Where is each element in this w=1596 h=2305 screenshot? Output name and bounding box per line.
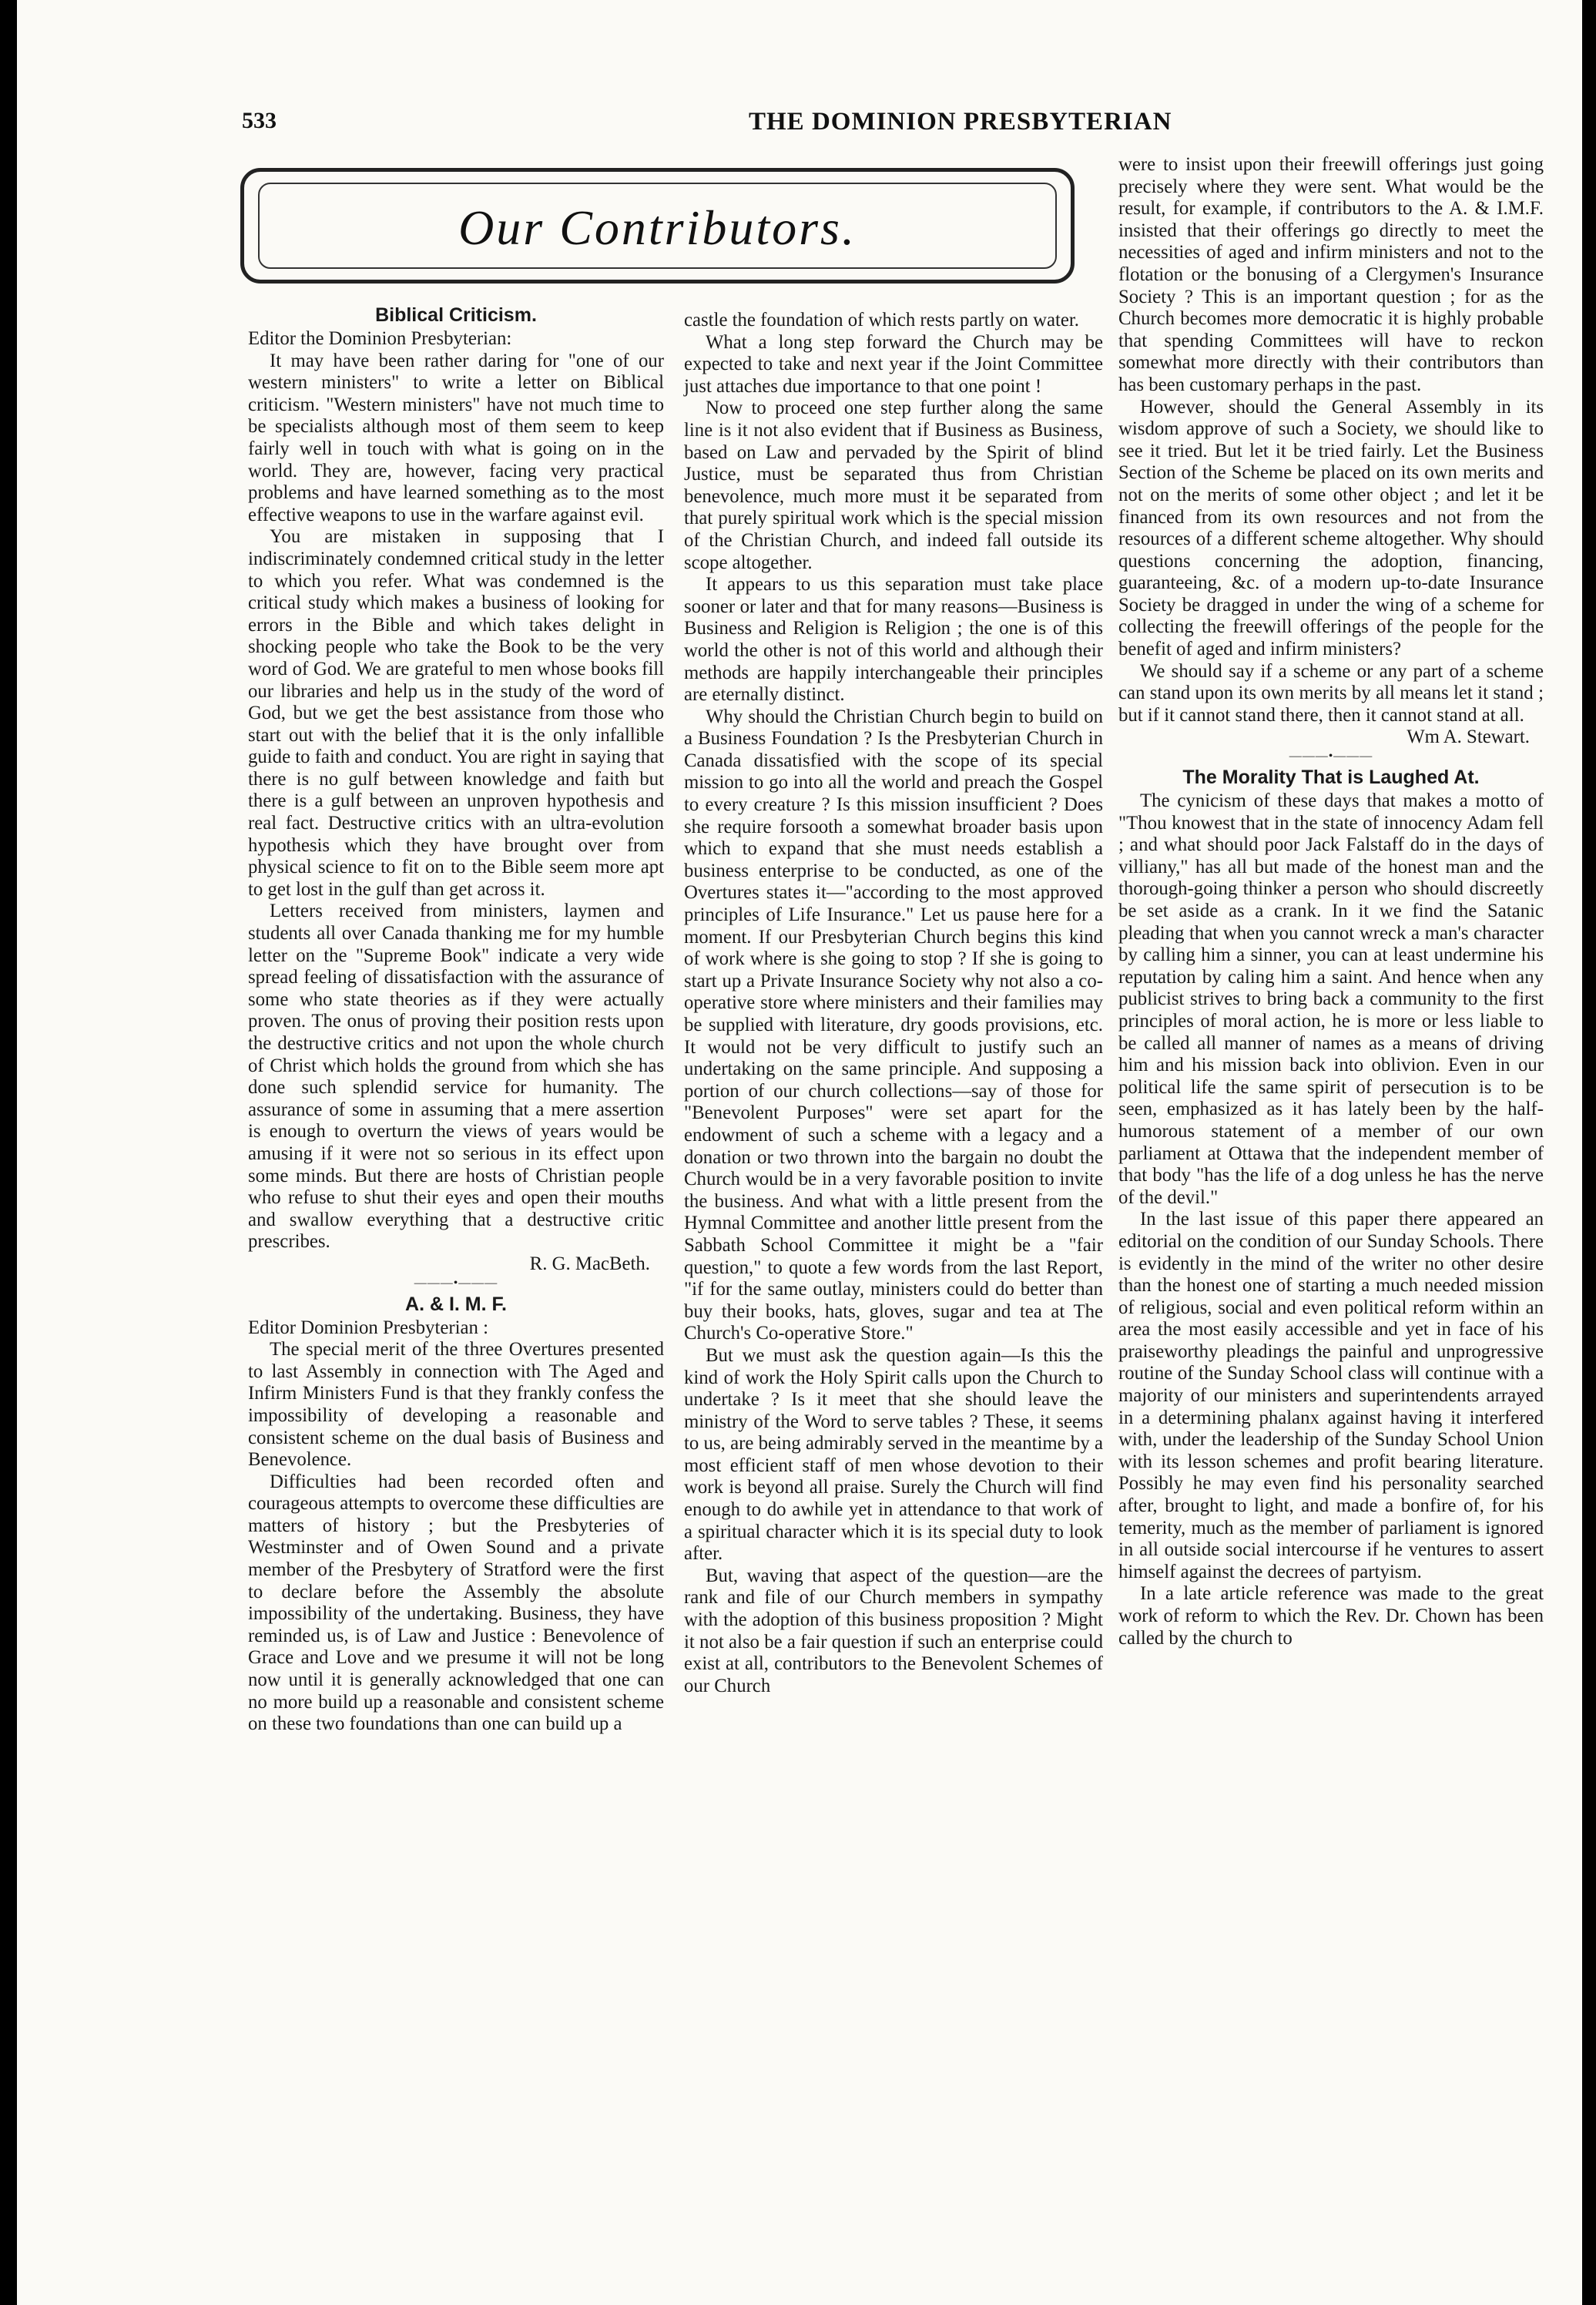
article2-paragraph: Why should the Christian Church begin to build on a Business Foundation ? Is the Presbyterian Church in Canada dissatisfied with the scope of its special mission to go into all the world and preach the Gospel to every creature ? Is this mission insufficient ? Does she require forsooth a somewhat broader basis upon which to expand that she must needs establish a business enterprise to be conducted, as one of the Overtures states it—"according to the most approved principles of Life Insurance." Let us pause here for a moment. If our Presbyterian Church begins this kind of work where is she going to stop ? If she is going to start up a Private Insurance Society why not also a co-operative store where ministers and their families may be supplied with literature, dry goods provisions, etc. It would not be very difficult to justify such an undertaking on the same principle. And supposing a portion of our church collections—say of those for "Benevolent Purposes" were set apart for the endowment of such a scheme with a legacy and a donation or two thrown into the bargain no doubt the Church would be in a very favorable position to invite the business. And what with a little present from the Hymnal Committee and another little present from the Sabbath School Committee it might be a "fair question," to quote a few words from the last Report, "if for the same outlay, ministers could do better than buy their books, hats, gloves, sugar and tea at The Church's Co-operative Store." [684, 706, 1103, 1344]
article3-paragraph: The cynicism of these days that makes a motto of "Thou knowest that in the state of innocency Adam fell ; and what should poor Jack Falstaff do in the days of villiany," has all but made of the honest man and the thorough-going thinker a person who should discreetly be set aside as a crank. In it we find the Satanic pleading that when you cannot wreck a man's character by calling him a sinner, you can at least undermine his reputation by caling him a saint. And hence when any publicist strives to bring back a community to the first principles of moral action, he is more or less liable to be called all manner of names as a means of driving him and his mission back into oblivion. Even in our political life the same spirit of persecution is to be seen, emphasized as it has lately been by the half-humorous statement of a member of our own parliament at Ottawa that the independent member of that body "has the life of a dog unless he has the nerve of the devil." [1118, 790, 1544, 1208]
article3-paragraph: In a late article reference was made to the great work of reform to which the Rev. Dr. Chown has been called by the church to [1118, 1583, 1544, 1649]
article2-salutation: Editor Dominion Presbyterian : [248, 1317, 488, 1338]
article2-paragraph: Difficulties had been recorded often and courageous attempts to overcome these difficulties are matters of history ; but the Presbyteries of Westminster and of Owen Sound and a private member of the Presbytery of Stratford were the first to declare before the Assembly the absolute impossibility of the undertaking. Business, they have reminded us, is of Law and Justice : Benevolence of Grace and Love and we presume it will not be long now until it is generally acknowledged that one can no more build up a reasonable and consistent scheme on these two foundations than one can build up a [248, 1471, 664, 1735]
article2-paragraph: But we must ask the question again—Is this the kind of work the Holy Spirit calls upon the Church to undertake ? Is it meet that she should leave the ministry of the Word to serve tables ? These, it seems to us, are being admirably served in the meantime by a most efficient staff of men whose devotion to their work is beyond all praise. Surely the Church will find enough to do awhile yet in attendance to that work of a spiritual character which it is its special duty to look after. [684, 1344, 1103, 1565]
article1-signature: R. G. MacBeth. [529, 1253, 650, 1274]
newspaper-page [17, 0, 1582, 2305]
article2-paragraph: But, waving that aspect of the question—are the rank and file of our Church members in sympathy with the adoption of this business proposition ? Might it not also be a fair question if such an enterprise could exist at all, contributors to the Benevolent Schemes of our Church [684, 1565, 1103, 1696]
section-banner [240, 168, 1075, 284]
article2-paragraph: However, should the General Assembly in its wisdom approve of such a Society, we should like to see it tried. But let it be tried fairly. Let the Business Section of the Scheme be placed on its own merits and not on the merits of some other object ; and let it be financed from its own resources and not from the resources of a different scheme altogether. Why should questions concerning the adoption, financing, guaranteeing, &c. of a modern up-to-date Insurance Society be dragged in under the wing of a scheme for collecting the freewill offerings of the people for the benefit of aged and infirm ministers? [1118, 396, 1544, 660]
page-number: 533 [242, 108, 277, 133]
article3-paragraph: In the last issue of this paper there appeared an editorial on the condition of our Sunday Schools. There is evidently in the mind of the writer no other desire than the honest one of starting a much needed mission of religious, social and even political reform within an area the most easily accessible and yet in face of his praiseworthy pleadings the painful and unprogressive routine of the Sunday School class will continue with a majority of our ministers and superintendents arrayed in a determining phalanx against having it interfered with, under the leadership of the Sunday School Union with its lesson schemes and profit bearing literature. Possibly he may even find his personality searched after, brought to light, and made a bonfire of, for his temerity, much as the member of parliament is ignored in all outside social intercourse if he ventures to assert himself against the decrees of partyism. [1118, 1209, 1544, 1582]
article2-paragraph: The special merit of the three Overtures presented to last Assembly in connection with The Aged and Infirm Ministers Fund is that they frankly confess the impossibility of developing a reasonable and consistent scheme on the dual basis of Business and Benevolence. [248, 1339, 664, 1471]
banner-title: Our Contributors. [458, 200, 857, 255]
article-separator: ———•——— [414, 1276, 498, 1290]
publication-title: THE DOMINION PRESBYTERIAN [749, 108, 1172, 136]
article2-paragraph: We should say if a scheme or any part of a scheme can stand upon its own merits by all means let it stand ; but if it cannot stand there, then it cannot stand at all. [1118, 660, 1544, 726]
article-separator: ———•——— [1289, 750, 1373, 763]
article-title-aimf: A. & I. M. F. [405, 1293, 507, 1315]
article1-paragraph: Letters received from ministers, laymen and students all over Canada thanking me for my humble letter on the "Supreme Book" indicate a very wide spread feeling of dissatisfaction with the assurance of some who state theories as if they were actually proven. The onus of proving their position rests upon the destructive critics and not upon the whole church of Christ which holds the ground from which she has done such splendid service for humanity. The assurance of some in assuming that a mere assertion is enough to overturn the views of years would be amusing if it were not so serious in its effect upon some minds. But there are hosts of Christian people who refuse to shut their eyes and open their mouths and swallow everything that a destructive critic prescribes. [248, 901, 664, 1253]
article2-paragraph: Now to proceed one step further along the same line is it not also evident that if Business as Business, based on Law and pervaded by the Spirit of blind Justice, must be separated thus from Christian benevolence, much more must it be separated from that purely spiritual work which is the special mission of the Christian Church, and indeed fall outside its scope altogether. [684, 398, 1103, 573]
article1-salutation: Editor the Dominion Presbyterian: [248, 328, 512, 349]
column-2 [684, 310, 1103, 1697]
article1-paragraph: You are mistaken in supposing that I indiscriminately condemned critical study in the letter to which you refer. What was condemned is the critical study which makes a business of looking for errors in the Bible and which takes delight in shocking people who take the Book to be the very word of God. We are grateful to men whose books fill our libraries and help us in the study of the word of God, but we get the best assistance from those who start out with the belief that it is the only infallible guide to faith and conduct. You are right in saying that there is no gulf between knowledge and faith but there is a gulf between an unproven hypothesis and real fact. Destructive critics with an ultra-evolution hypothesis which they have brought over from physical science to fit on to the Bible seem more apt to get lost in the gulf than get across it. [248, 526, 664, 900]
article-title-biblical-criticism: Biblical Criticism. [375, 304, 537, 326]
article2-paragraph: What a long step forward the Church may be expected to take and next year if the Joint Committee just attaches due importance to that one point ! [684, 331, 1103, 397]
article2-continuation: castle the foundation of which rests partly on water. [684, 310, 1080, 330]
column-3 [1118, 154, 1544, 1649]
article-title-morality: The Morality That is Laughed At. [1182, 767, 1480, 789]
article2-continuation: were to insist upon their freewill offerings just going precisely where they were sent. What would be the result, for example, if contributors to the A. & I.M.F. insisted that their offerings go directly to meet the necessities of aged and infirm ministers and not to the flotation or the bonusing of a Clergymen's Insurance Society ? This is an important question ; for as the Church becomes more democratic it is highly probable that spending Committees will have to reckon somewhat more directly with their contributors than has been customary perhaps in the past. [1118, 154, 1544, 395]
column-1 [248, 302, 664, 1736]
article1-paragraph: It may have been rather daring for "one of our western ministers" to write a letter on Biblical criticism. "Western ministers" have not much time to be specialists although most of them seem to keep fairly well in touch with what is going on in the world. They are, however, facing very practical problems and have learned something as to the most effective weapons to use in the warfare against evil. [248, 350, 664, 525]
article2-signature: Wm A. Stewart. [1407, 726, 1530, 748]
article2-paragraph: It appears to us this separation must take place sooner or later and that for many reasons—Business is Business and Religion is Religion ; the one is of this world the other is not of this world and although their methods are happily interchangeable their principles are eternally distinct. [684, 574, 1103, 706]
